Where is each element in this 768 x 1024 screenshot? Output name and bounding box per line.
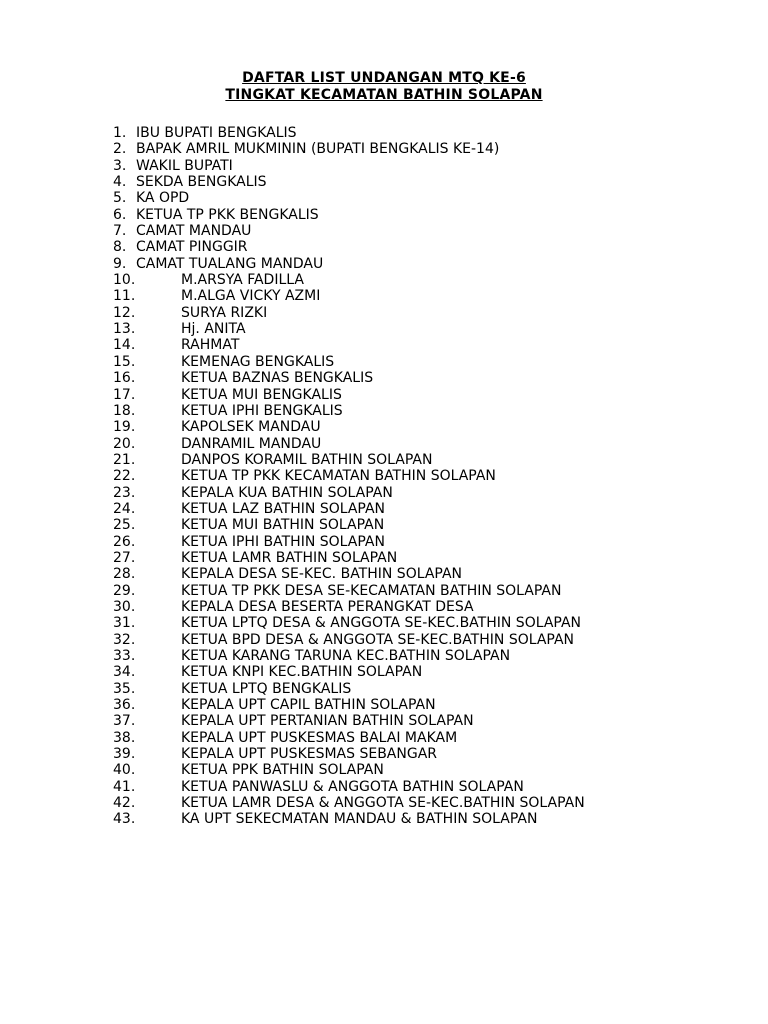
list-item-text: KAPOLSEK MANDAU	[181, 419, 321, 436]
list-item	[113, 207, 733, 223]
invitation-list	[113, 125, 733, 828]
list-item-text: KETUA LPTQ BENGKALIS	[181, 680, 352, 697]
list-item-text: DANRAMIL MANDAU	[181, 435, 322, 452]
list-item-number: 7.	[113, 223, 127, 240]
list-item-number: 19.	[113, 419, 136, 436]
list-item	[113, 419, 733, 435]
list-item-number: 13.	[113, 321, 136, 338]
list-item-number: 16.	[113, 370, 136, 387]
list-item-number: 29.	[113, 582, 136, 599]
list-item	[113, 534, 733, 550]
list-item-number: 41.	[113, 778, 136, 795]
list-item-number: 30.	[113, 598, 136, 615]
list-item	[113, 354, 733, 370]
list-item-number: 8.	[113, 239, 127, 256]
list-item	[113, 664, 733, 680]
list-item	[113, 288, 733, 304]
list-item-number: 26.	[113, 533, 136, 550]
list-item-text: SEKDA BENGKALIS	[136, 174, 267, 191]
list-item-text: KETUA TP PKK BENGKALIS	[136, 206, 319, 223]
list-item	[113, 811, 733, 827]
list-item-text: RAHMAT	[181, 337, 240, 354]
list-item-number: 6.	[113, 206, 127, 223]
list-item	[113, 256, 733, 272]
list-item	[113, 566, 733, 582]
list-item-text: KETUA KNPI KEC.BATHIN SOLAPAN	[181, 664, 423, 681]
list-item	[113, 158, 733, 174]
list-item-number: 15.	[113, 353, 136, 370]
list-item	[113, 468, 733, 484]
list-item-text: KEMENAG BENGKALIS	[181, 353, 335, 370]
list-item	[113, 762, 733, 778]
list-item	[113, 174, 733, 190]
list-item-number: 3.	[113, 157, 127, 174]
list-item-number: 39.	[113, 746, 136, 763]
list-item-text: M.ARSYA FADILLA	[181, 272, 304, 289]
list-item	[113, 795, 733, 811]
list-item-number: 40.	[113, 762, 136, 779]
list-item	[113, 321, 733, 337]
list-item	[113, 337, 733, 353]
list-item	[113, 697, 733, 713]
list-item	[113, 485, 733, 501]
list-item	[113, 681, 733, 697]
list-item-number: 35.	[113, 680, 136, 697]
list-item-number: 37.	[113, 713, 136, 730]
list-item-text: KETUA MUI BATHIN SOLAPAN	[181, 517, 385, 534]
list-item-text: KETUA BPD DESA & ANGGOTA SE-KEC.BATHIN SOLAPAN	[181, 631, 575, 648]
list-item-number: 20.	[113, 435, 136, 452]
list-item	[113, 599, 733, 615]
list-item-text: BAPAK AMRIL MUKMININ (BUPATI BENGKALIS KE-14)	[136, 141, 500, 158]
list-item-number: 31.	[113, 615, 136, 632]
list-item	[113, 517, 733, 533]
list-item-text: M.ALGA VICKY AZMI	[181, 288, 321, 305]
list-item	[113, 779, 733, 795]
list-item-number: 43.	[113, 811, 136, 828]
list-item-text: KETUA MUI BENGKALIS	[181, 386, 342, 403]
list-item-text: CAMAT PINGGIR	[136, 239, 248, 256]
list-item-text: WAKIL BUPATI	[136, 157, 233, 174]
list-item-number: 32.	[113, 631, 136, 648]
list-item-number: 17.	[113, 386, 136, 403]
list-item-number: 14.	[113, 337, 136, 354]
list-item-text: KETUA LAMR DESA & ANGGOTA SE-KEC.BATHIN SOLAPAN	[181, 795, 585, 812]
list-item-text: CAMAT MANDAU	[136, 223, 252, 240]
list-item-text: KEPALA UPT PERTANIAN BATHIN SOLAPAN	[181, 713, 474, 730]
list-item-number: 36.	[113, 697, 136, 714]
list-item-text: KEPALA DESA BESERTA PERANGKAT DESA	[181, 598, 474, 615]
list-item-text: IBU BUPATI BENGKALIS	[136, 125, 297, 141]
list-item-number: 22.	[113, 468, 136, 485]
list-item-number: 2.	[113, 141, 127, 158]
list-item-text: KETUA IPHI BATHIN SOLAPAN	[181, 533, 385, 550]
list-item-text: KETUA IPHI BENGKALIS	[181, 402, 343, 419]
list-item-text: KEPALA KUA BATHIN SOLAPAN	[181, 484, 393, 501]
list-item-text: DANPOS KORAMIL BATHIN SOLAPAN	[181, 451, 433, 468]
list-item	[113, 436, 733, 452]
list-item	[113, 713, 733, 729]
list-item-number: 18.	[113, 402, 136, 419]
list-item-number: 42.	[113, 795, 136, 812]
list-item-number: 28.	[113, 566, 136, 583]
list-item-number: 21.	[113, 451, 136, 468]
list-item	[113, 730, 733, 746]
list-item	[113, 272, 733, 288]
title-line-1: DAFTAR LIST UNDANGAN MTQ KE-6	[242, 70, 526, 86]
list-item	[113, 632, 733, 648]
list-item-number: 10.	[113, 272, 136, 289]
list-item-text: KETUA KARANG TARUNA KEC.BATHIN SOLAPAN	[181, 648, 511, 664]
list-item-text: KETUA TP PKK DESA SE-KECAMATAN BATHIN SOLAPAN	[181, 582, 562, 599]
list-item-text: KEPALA UPT PUSKESMAS SEBANGAR	[181, 746, 438, 763]
list-item	[113, 239, 733, 255]
list-item	[113, 550, 733, 566]
list-item	[113, 370, 733, 386]
list-item	[113, 452, 733, 468]
title-line-2: TINGKAT KECAMATAN BATHIN SOLAPAN	[225, 87, 543, 103]
list-item-number: 25.	[113, 517, 136, 534]
list-item-number: 24.	[113, 500, 136, 517]
list-item-number: 12.	[113, 304, 136, 321]
list-item	[113, 746, 733, 762]
list-item	[113, 387, 733, 403]
list-item	[113, 141, 733, 157]
list-item	[113, 125, 733, 141]
list-item-number: 11.	[113, 288, 136, 305]
list-item	[113, 615, 733, 631]
list-item-number: 1.	[113, 125, 127, 141]
list-item	[113, 305, 733, 321]
list-item-text: Hj. ANITA	[181, 321, 246, 338]
list-item-text: KETUA TP PKK KECAMATAN BATHIN SOLAPAN	[181, 468, 496, 485]
list-item	[113, 583, 733, 599]
list-item-text: CAMAT TUALANG MANDAU	[136, 255, 324, 272]
list-item	[113, 501, 733, 517]
list-item-text: KETUA BAZNAS BENGKALIS	[181, 370, 374, 387]
list-item-number: 5.	[113, 190, 127, 207]
list-item	[113, 190, 733, 206]
list-item-text: KEPALA UPT CAPIL BATHIN SOLAPAN	[181, 697, 436, 714]
list-item-text: KETUA LAMR BATHIN SOLAPAN	[181, 549, 398, 566]
list-item	[113, 403, 733, 419]
list-item-text: KEPALA DESA SE-KEC. BATHIN SOLAPAN	[181, 566, 463, 583]
list-item-text: KETUA PANWASLU & ANGGOTA BATHIN SOLAPAN	[181, 778, 524, 795]
list-item-text: SURYA RIZKI	[181, 304, 268, 321]
list-item-number: 23.	[113, 484, 136, 501]
list-item-number: 34.	[113, 664, 136, 681]
list-item-text: KETUA LPTQ DESA & ANGGOTA SE-KEC.BATHIN SOLAPAN	[181, 615, 582, 632]
list-item	[113, 223, 733, 239]
list-item-number: 4.	[113, 174, 127, 191]
list-item-number: 33.	[113, 648, 136, 664]
list-item-number: 38.	[113, 729, 136, 746]
list-item-number: 27.	[113, 549, 136, 566]
list-item-text: KETUA PPK BATHIN SOLAPAN	[181, 762, 384, 779]
document-title	[0, 70, 768, 104]
list-item-number: 9.	[113, 255, 127, 272]
list-item-text: KA OPD	[136, 190, 190, 207]
list-item-text: KEPALA UPT PUSKESMAS BALAI MAKAM	[181, 729, 458, 746]
list-item	[113, 648, 733, 664]
list-item-text: KA UPT SEKECMATAN MANDAU & BATHIN SOLAPAN	[181, 811, 538, 828]
list-item-text: KETUA LAZ BATHIN SOLAPAN	[181, 500, 386, 517]
